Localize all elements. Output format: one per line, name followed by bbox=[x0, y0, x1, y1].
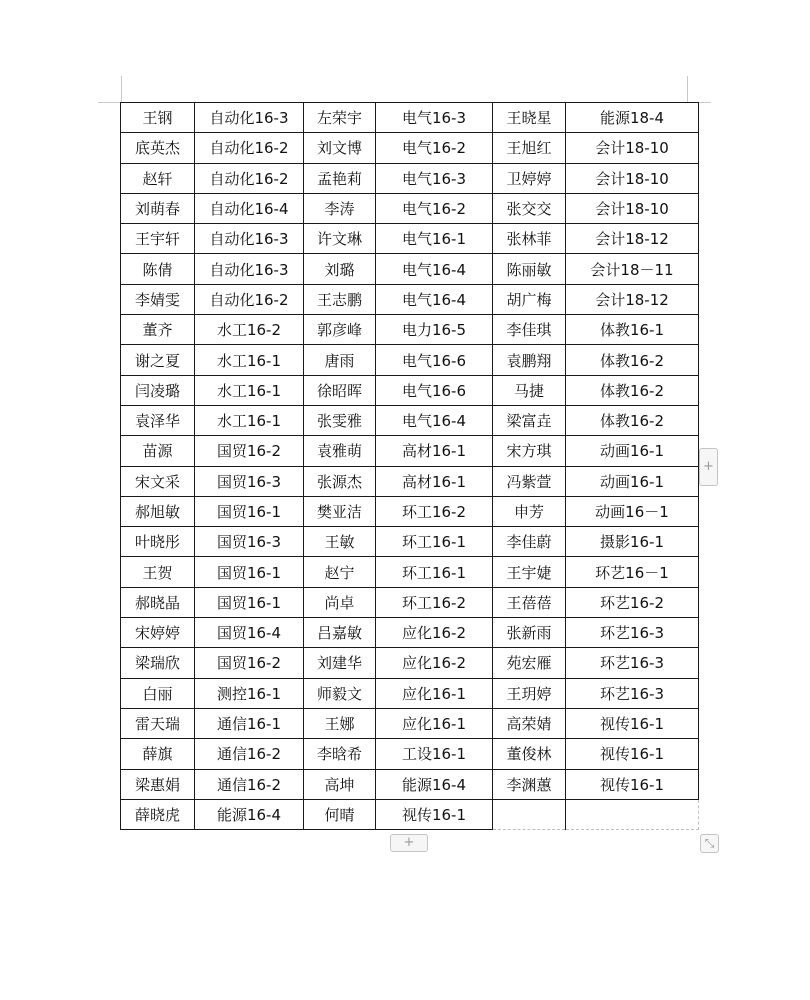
table-cell[interactable]: 白丽 bbox=[121, 678, 195, 708]
table-cell[interactable]: 王志鹏 bbox=[304, 284, 376, 314]
table-cell[interactable]: 董齐 bbox=[121, 315, 195, 345]
page-corner-mark-right-horizontal bbox=[699, 102, 711, 103]
table-cell[interactable]: 郭彦峰 bbox=[304, 315, 376, 345]
table-cell[interactable]: 唐雨 bbox=[304, 345, 376, 375]
table-row bbox=[121, 436, 699, 466]
table-cell[interactable]: 胡广梅 bbox=[493, 284, 566, 314]
table-cell[interactable]: 体教16-2 bbox=[566, 405, 699, 435]
table-cell[interactable]: 李晗希 bbox=[304, 739, 376, 769]
table-cell[interactable]: 师毅文 bbox=[304, 678, 376, 708]
table-cell[interactable]: 摄影16-1 bbox=[566, 527, 699, 557]
table-row bbox=[121, 527, 699, 557]
table-cell[interactable]: 王贺 bbox=[121, 557, 195, 587]
table-cell[interactable]: 电气16-4 bbox=[376, 254, 493, 284]
table-resize-handle[interactable] bbox=[700, 834, 719, 853]
plus-icon: + bbox=[403, 835, 415, 850]
table-cell[interactable]: 袁泽华 bbox=[121, 405, 195, 435]
table-cell[interactable]: 会计18-10 bbox=[566, 193, 699, 223]
table-cell[interactable]: 雷天瑞 bbox=[121, 708, 195, 738]
table-cell[interactable]: 环工16-2 bbox=[376, 587, 493, 617]
table-cell[interactable]: 陈倩 bbox=[121, 254, 195, 284]
table-cell[interactable]: 体教16-1 bbox=[566, 315, 699, 345]
table-cell[interactable]: 国贸16-3 bbox=[195, 527, 304, 557]
table-cell[interactable]: 吕嘉敏 bbox=[304, 618, 376, 648]
table-cell[interactable]: 宋文采 bbox=[121, 466, 195, 496]
resize-icon: ⤡ bbox=[704, 836, 715, 850]
table-cell[interactable]: 应化16-2 bbox=[376, 648, 493, 678]
table-cell[interactable]: 梁惠娟 bbox=[121, 769, 195, 799]
table-cell[interactable]: 自动化16-2 bbox=[195, 163, 304, 193]
table-cell[interactable]: 樊亚洁 bbox=[304, 496, 376, 526]
table-body bbox=[121, 103, 699, 830]
table-cell[interactable]: 视传16-1 bbox=[566, 739, 699, 769]
table-cell[interactable]: 董俊林 bbox=[493, 739, 566, 769]
table-row bbox=[121, 739, 699, 769]
table-cell[interactable]: 闫凌璐 bbox=[121, 375, 195, 405]
table-cell[interactable]: 动画16-1 bbox=[566, 466, 699, 496]
table-cell[interactable]: 应化16-2 bbox=[376, 618, 493, 648]
table-cell[interactable]: 国贸16-3 bbox=[195, 466, 304, 496]
table-cell[interactable]: 张林菲 bbox=[493, 224, 566, 254]
table-cell[interactable]: 国贸16-1 bbox=[195, 587, 304, 617]
table-cell[interactable]: 自动化16-3 bbox=[195, 103, 304, 133]
table-cell[interactable]: 体教16-2 bbox=[566, 345, 699, 375]
table-cell[interactable]: 会计18-10 bbox=[566, 163, 699, 193]
page-corner-mark-left-vertical bbox=[121, 76, 122, 102]
table-row bbox=[121, 163, 699, 193]
table-cell[interactable]: 环艺16-2 bbox=[566, 587, 699, 617]
table-cell[interactable]: 水工16-1 bbox=[195, 345, 304, 375]
table-cell[interactable]: 梁瑞欣 bbox=[121, 648, 195, 678]
table-cell[interactable]: 刘璐 bbox=[304, 254, 376, 284]
table-cell[interactable]: 王钢 bbox=[121, 103, 195, 133]
table-row bbox=[121, 587, 699, 617]
table-cell[interactable]: 薛晓虎 bbox=[121, 799, 195, 829]
table-cell[interactable]: 张雯雅 bbox=[304, 405, 376, 435]
table-cell[interactable]: 应化16-1 bbox=[376, 678, 493, 708]
table-cell[interactable]: 会计18-12 bbox=[566, 224, 699, 254]
table-cell[interactable]: 自动化16-2 bbox=[195, 133, 304, 163]
table-cell[interactable]: 宋婷婷 bbox=[121, 618, 195, 648]
table-row bbox=[121, 254, 699, 284]
table-cell[interactable]: 赵宁 bbox=[304, 557, 376, 587]
table-cell[interactable]: 自动化16-2 bbox=[195, 284, 304, 314]
table-cell[interactable]: 环工16-1 bbox=[376, 527, 493, 557]
table-cell[interactable]: 高材16-1 bbox=[376, 436, 493, 466]
table-cell[interactable]: 电气16-4 bbox=[376, 405, 493, 435]
table-cell[interactable]: 电气16-6 bbox=[376, 345, 493, 375]
table-cell[interactable]: 王宇轩 bbox=[121, 224, 195, 254]
add-column-button[interactable] bbox=[699, 448, 718, 486]
table-cell[interactable]: 电气16-1 bbox=[376, 224, 493, 254]
table-cell[interactable]: 王旭红 bbox=[493, 133, 566, 163]
table-cell[interactable]: 会计18-10 bbox=[566, 133, 699, 163]
table-cell[interactable]: 视传16-1 bbox=[566, 708, 699, 738]
table-cell[interactable]: 水工16-1 bbox=[195, 405, 304, 435]
table-cell[interactable]: 应化16-1 bbox=[376, 708, 493, 738]
table-row bbox=[121, 375, 699, 405]
table-cell[interactable]: 会计18－11 bbox=[566, 254, 699, 284]
table-cell[interactable]: 能源16-4 bbox=[376, 769, 493, 799]
table-cell[interactable]: 电气16-2 bbox=[376, 193, 493, 223]
table-cell[interactable]: 环艺16-3 bbox=[566, 648, 699, 678]
table-row bbox=[121, 618, 699, 648]
table-cell[interactable]: 电力16-5 bbox=[376, 315, 493, 345]
table-cell[interactable]: 电气16-3 bbox=[376, 163, 493, 193]
table-cell[interactable]: 电气16-2 bbox=[376, 133, 493, 163]
table-cell[interactable]: 李佳琪 bbox=[493, 315, 566, 345]
table-cell[interactable]: 冯紫萱 bbox=[493, 466, 566, 496]
table-cell[interactable]: 李婧雯 bbox=[121, 284, 195, 314]
table-row bbox=[121, 284, 699, 314]
table-cell[interactable]: 国贸16-4 bbox=[195, 618, 304, 648]
table-cell[interactable]: 水工16-1 bbox=[195, 375, 304, 405]
table-row bbox=[121, 345, 699, 375]
table-row bbox=[121, 496, 699, 526]
table-cell[interactable]: 刘文博 bbox=[304, 133, 376, 163]
table-cell[interactable]: 李涛 bbox=[304, 193, 376, 223]
table-cell[interactable]: 环工16-2 bbox=[376, 496, 493, 526]
table-cell[interactable]: 袁雅萌 bbox=[304, 436, 376, 466]
table-row bbox=[121, 315, 699, 345]
table-row bbox=[121, 799, 699, 829]
table-cell[interactable]: 郝旭敏 bbox=[121, 496, 195, 526]
table-cell[interactable]: 徐昭晖 bbox=[304, 375, 376, 405]
table-cell[interactable]: 测控16-1 bbox=[195, 678, 304, 708]
table-cell[interactable]: 视传16-1 bbox=[376, 799, 493, 829]
table-cell[interactable]: 环艺16-3 bbox=[566, 678, 699, 708]
table-cell[interactable]: 王晓星 bbox=[493, 103, 566, 133]
table-cell[interactable]: 苗源 bbox=[121, 436, 195, 466]
table-row bbox=[121, 224, 699, 254]
table-row bbox=[121, 193, 699, 223]
table-cell[interactable]: 工设16-1 bbox=[376, 739, 493, 769]
table-cell[interactable]: 何晴 bbox=[304, 799, 376, 829]
table-cell[interactable]: 李渊蕙 bbox=[493, 769, 566, 799]
table-cell[interactable]: 刘萌春 bbox=[121, 193, 195, 223]
table-cell[interactable]: 尚卓 bbox=[304, 587, 376, 617]
table-cell[interactable]: 能源16-4 bbox=[195, 799, 304, 829]
table-row bbox=[121, 133, 699, 163]
table-cell[interactable]: 会计18-12 bbox=[566, 284, 699, 314]
table-cell[interactable]: 申芳 bbox=[493, 496, 566, 526]
table-cell[interactable]: 李佳蔚 bbox=[493, 527, 566, 557]
table-cell[interactable]: 薛旗 bbox=[121, 739, 195, 769]
table-cell[interactable]: 王玥婷 bbox=[493, 678, 566, 708]
table-cell[interactable]: 自动化16-4 bbox=[195, 193, 304, 223]
table-cell[interactable]: 宋方琪 bbox=[493, 436, 566, 466]
table-cell[interactable]: 王敏 bbox=[304, 527, 376, 557]
table-row bbox=[121, 405, 699, 435]
table-cell[interactable]: 王娜 bbox=[304, 708, 376, 738]
table-cell[interactable]: 国贸16-2 bbox=[195, 436, 304, 466]
table-cell[interactable]: 体教16-2 bbox=[566, 375, 699, 405]
table-cell[interactable] bbox=[493, 799, 566, 829]
table-row bbox=[121, 648, 699, 678]
table-cell[interactable]: 张新雨 bbox=[493, 618, 566, 648]
table-cell[interactable]: 左荣宇 bbox=[304, 103, 376, 133]
table-cell[interactable]: 环工16-1 bbox=[376, 557, 493, 587]
table-cell[interactable]: 环艺16-3 bbox=[566, 618, 699, 648]
table-row bbox=[121, 103, 699, 133]
table-cell[interactable]: 高材16-1 bbox=[376, 466, 493, 496]
table-cell[interactable]: 自动化16-3 bbox=[195, 224, 304, 254]
table-cell[interactable]: 通信16-1 bbox=[195, 708, 304, 738]
student-class-table[interactable] bbox=[120, 102, 699, 830]
table-cell[interactable]: 视传16-1 bbox=[566, 769, 699, 799]
table-cell[interactable]: 梁富垚 bbox=[493, 405, 566, 435]
table-cell[interactable]: 能源18-4 bbox=[566, 103, 699, 133]
table-cell[interactable]: 袁鹏翔 bbox=[493, 345, 566, 375]
table-row bbox=[121, 678, 699, 708]
table-cell[interactable]: 通信16-2 bbox=[195, 739, 304, 769]
table-cell[interactable] bbox=[566, 799, 699, 829]
table-cell[interactable]: 苑宏雁 bbox=[493, 648, 566, 678]
table-row bbox=[121, 708, 699, 738]
table-cell[interactable]: 自动化16-3 bbox=[195, 254, 304, 284]
table-row bbox=[121, 769, 699, 799]
table-cell[interactable]: 动画16－1 bbox=[566, 496, 699, 526]
table-cell[interactable]: 底英杰 bbox=[121, 133, 195, 163]
plus-icon: + bbox=[703, 459, 714, 474]
page-corner-mark-left-horizontal bbox=[98, 102, 121, 103]
page-corner-mark-right-vertical bbox=[687, 76, 688, 102]
table-cell[interactable]: 高荣婧 bbox=[493, 708, 566, 738]
table-cell[interactable]: 许文琳 bbox=[304, 224, 376, 254]
table-cell[interactable]: 孟艳莉 bbox=[304, 163, 376, 193]
table-cell[interactable]: 陈丽敏 bbox=[493, 254, 566, 284]
table-cell[interactable]: 张交交 bbox=[493, 193, 566, 223]
table-cell[interactable]: 王蓓蓓 bbox=[493, 587, 566, 617]
table-cell[interactable]: 环艺16－1 bbox=[566, 557, 699, 587]
table-cell[interactable]: 水工16-2 bbox=[195, 315, 304, 345]
table-cell[interactable]: 电气16-4 bbox=[376, 284, 493, 314]
table-row bbox=[121, 557, 699, 587]
table-cell[interactable]: 通信16-2 bbox=[195, 769, 304, 799]
table-cell[interactable]: 赵轩 bbox=[121, 163, 195, 193]
table-cell[interactable]: 张源杰 bbox=[304, 466, 376, 496]
table-cell[interactable]: 郝晓晶 bbox=[121, 587, 195, 617]
table-cell[interactable]: 动画16-1 bbox=[566, 436, 699, 466]
table-cell[interactable]: 国贸16-1 bbox=[195, 557, 304, 587]
table-cell[interactable]: 国贸16-2 bbox=[195, 648, 304, 678]
table-cell[interactable]: 国贸16-1 bbox=[195, 496, 304, 526]
table-cell[interactable]: 高坤 bbox=[304, 769, 376, 799]
table-cell[interactable]: 电气16-6 bbox=[376, 375, 493, 405]
table-cell[interactable]: 卫婷婷 bbox=[493, 163, 566, 193]
table-cell[interactable]: 刘建华 bbox=[304, 648, 376, 678]
table-cell[interactable]: 马捷 bbox=[493, 375, 566, 405]
table-cell[interactable]: 叶晓彤 bbox=[121, 527, 195, 557]
table-cell[interactable]: 王宇婕 bbox=[493, 557, 566, 587]
add-row-button[interactable] bbox=[390, 834, 428, 852]
table-cell[interactable]: 谢之夏 bbox=[121, 345, 195, 375]
table-row bbox=[121, 466, 699, 496]
table-cell[interactable]: 电气16-3 bbox=[376, 103, 493, 133]
